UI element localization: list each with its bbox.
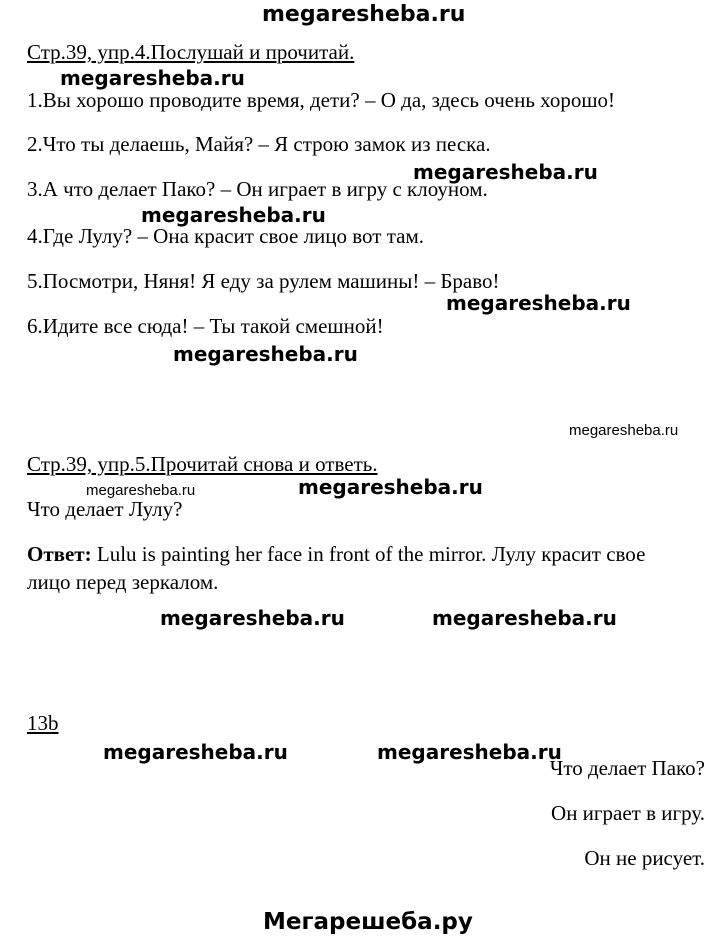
watermark: megaresheba.ru [103, 740, 288, 764]
header-watermark: megaresheba.ru [262, 2, 466, 27]
dialogue-line-5: 5.Посмотри, Няня! Я еду за рулем машины! – Браво! [27, 269, 500, 293]
watermark: megaresheba.ru [377, 740, 562, 764]
section-2-title: Стр.39, упр.5.Прочитай снова и ответь. [27, 452, 378, 476]
watermark: megaresheba.ru [141, 203, 326, 227]
dialogue-line-2: 2.Что ты делаешь, Майя? – Я строю замок из песка. [27, 132, 491, 156]
dialogue-line-3: 3.А что делает Пако? – Он играет в игру с клоуном. [27, 177, 488, 201]
watermark: megaresheba.ru [160, 606, 345, 630]
watermark: megaresheba.ru [60, 66, 245, 90]
watermark: megaresheba.ru [298, 475, 483, 499]
watermark-small: megaresheba.ru [86, 482, 196, 499]
watermark: megaresheba.ru [173, 342, 358, 366]
footer-watermark: Мегарешеба.ру [263, 909, 473, 935]
dialogue-line-4: 4.Где Лулу? – Она красит свое лицо вот там. [27, 224, 424, 248]
section-1-title: Стр.39, упр.4.Послушай и прочитай. [27, 40, 355, 64]
section-3-title: 13b [27, 711, 59, 735]
answer-text: Lulu is painting her face in front of the mirror. Лулу красит свое [91, 542, 646, 566]
dialogue-line-6: 6.Идите все сюда! – Ты такой смешной! [27, 314, 384, 338]
answer-line-paco-2: Он играет в игру. [551, 801, 705, 825]
answer-line-paco-3: Он не рисует. [584, 846, 705, 870]
watermark: megaresheba.ru [413, 160, 598, 184]
dialogue-line-1: 1.Вы хорошо проводите время, дети? – О да, здесь очень хорошо! [27, 88, 616, 112]
watermark-small: megaresheba.ru [569, 422, 679, 439]
answer-line-1 [27, 542, 645, 567]
watermark: megaresheba.ru [432, 606, 617, 630]
answer-line-paco-1: Что делает Пако? [549, 756, 705, 780]
answer-line-2: лицо перед зеркалом. [27, 570, 219, 594]
question: Что делает Лулу? [27, 497, 183, 521]
watermark: megaresheba.ru [446, 291, 631, 315]
answer-label: Ответ: [27, 542, 92, 566]
